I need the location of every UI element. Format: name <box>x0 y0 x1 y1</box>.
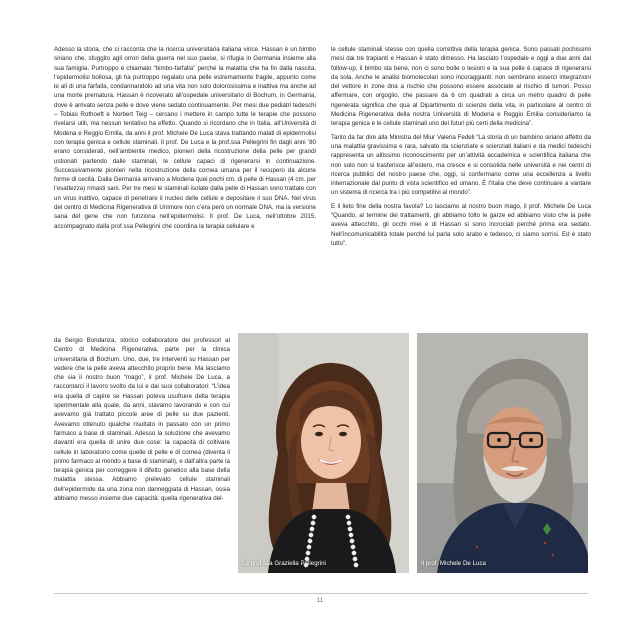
paragraph: E il lieto fine della nostra favola? Lo lasciamo al nostro buon mago, il prof. Michele De Luca “Quando, al termine dei trattamenti, gli abbiamo tolto le garze ed abbiamo visto che la pelle aveva attecchito, gli occhi miei e di Hassan si sono incrociati perché prima era sedato. Nell’incomunicabilità totale perché lui parla solo arabo e tedesco, ci siamo sorrisi. Ed è stato tutto”. <box>331 202 591 247</box>
page-number: 11 <box>316 598 324 604</box>
footer-divider <box>54 593 588 594</box>
paragraph: Tanto da far dire alla Ministra del Miur Valeria Fedeli “La storia di un bambino siriano affetto da una malattia gravissima e rara, salvato da scienziate e scienziati italiani e da medici tedeschi rappresenta un altissimo riconoscimento per un’attività accademica e scientifica italiana che non solo non si trasferisce all’estero, ma cresce e si consolida nelle università e nei centri di ricerca pubblici del nostro paese che, oggi, si confermano come una eccellenza a livello internazionale dal punto di vista scientifico ed umano. È l’Italia che deve continuare a vantare un sistema di ricerca tra i più competitivi al mondo”. <box>331 133 591 197</box>
photo-michele-de-luca <box>417 333 588 573</box>
paragraph: da Sergio Bondanza, storico collaboratore dei professori al Centro di Medicina Rigenerativa, parte per la clinica universitaria di Bochum. Uno, due, tre interventi su Hassan per vedere che la pelle aveva attecchito proprio bene. Ma lasciamo che sia il nostro buon “mago”, il prof. Michele De Luca, a raccontarci il lavoro svolto da lui e dai suoi collaboratori: “L’idea era quella di capire se Hassan poteva usufruire della terapia sperimentale alla quale, da anni, stavamo lavorando e con cui avevamo già trattato piccole aree di pelle su due pazienti. Avevamo ottenuto qualche risultato in passato con un primo farmaco a base di staminali. Adesso la soluzione che avevamo davanti era quella di unire due cose: la capacità di coltivare cellule in laboratorio come quelle di pelle e di cornea (diventa il primo farmaco al mondo a base di staminali), e dall’altra parte la terapia genica per correggere il difetto genetico alla base della malattia stessa. Abbiamo prelevato cellule staminali dell’epidermide da una zona non danneggiata di Hassan, ossia abbiamo messo insieme due capacità: quella rigenerativa del- <box>54 337 230 503</box>
paragraph: le cellule staminali stesse con quella correttiva della terapia genica. Sono passati pochissimi mesi dai tre trapianti e Hassan è stato dimesso. Ha lasciato l’ospedale e oggi a due anni dal follow-up, il bimbo sta bene, non ci sono bolle o lesioni e la sua pelle è capace di rigenerarsi da sola. Anche le analisi biomolecolari sono incoraggianti: non sembrano esserci integrazioni del vettore in zone dna a rischio che possono essere associate al rischio di tumori. Posso affermare, con orgoglio, che passare da 6 cm quadrati a circa un metro quadro di pelle rigenerata significa che qua al Dipartimento di scienze della vita, in particolare al centro di Medicina Rigenerativa della nostra Università di Modena e Reggio Emilia consideriamo la terapia genica e le cellule staminali uno dei futuri più certi della medicina”. <box>331 46 591 128</box>
article-column-left-bottom <box>54 336 230 507</box>
portrait-man-illustration <box>417 333 588 573</box>
paragraph: Adesso la storia, che ci racconta che la ricerca universitaria italiana vince. Hassan è un bimbo siriano che, sfuggito agli orrori della guerra nel suo paese, si rifugia in Germania insieme alla sua famiglia. Purtroppo è chiamato “bimbo-farfalla” perché la malattia che ha fin dalla nascita, l’epidermolisi bollosa, gli ha purtroppo regalato una pelle estremamente fragile, appunto come le ali di una farfalla, condannandolo ad una vita non solo dolorosissima e inattiva ma anche ad una morte prematura. Hassan è ricoverato all’ospedale universitario di Bochum, in Germania, dove è arrivato senza pelle e dove viene sedato continuamente. Per mesi due pediatri tedeschi – Tobias Rothoeft e Norbert Teig – cercano i mettere in campo tutte le terapie che possono rivelarsi utili, ma nessun tentativo ha effetto. Quando si ricordano che in Italia, all’Università di Modena e Reggio Emilia, da anni il prof. Michele De Luca stava trattando malati di epidermolisi con terapia genica e cellule staminali. Il prof. De Luca e la prof.ssa Pellegrini fin dagli anni ’80 erano considerati, nell’ambiente medico, pionieri della ricostruzione della pelle per grandi ustionati partendo dalle staminali, le cellule capaci di rigenerarsi in continuazione. Successivamente pionieri nella ricostruzione della cornea umana per il recupero da alcune forme di cecità. Dalla Germania arrivano a Modena quei pochi cm. di pelle di Hassan (4 cm. per l’esattezza) rimasti sani. Per tre mesi le staminali isolate dalla pelle di Hassan sono trattate con un virus inattivo, capace di penetrare il nucleo delle cellule e depositare il suo DNA. Nel virus del centro di Medicina Rigenerativa di Unimore non c’era però un normale DNA, ma la versione sana del gene che non funziona nell’epidermolisi. Il prof. De Luca, nell’ottobre 2015, accompagnato dalla prof.ssa Pellegrini che coordina la terapia cellulare e <box>54 46 316 230</box>
article-column-left-top <box>54 45 316 235</box>
portrait-woman-illustration <box>238 333 409 573</box>
photo-caption: Il prof. Michele De Luca <box>421 560 486 567</box>
article-column-right <box>331 45 591 252</box>
photo-caption: La prof.ssa Graziella Pellegrini <box>242 560 326 567</box>
photo-graziella-pellegrini <box>238 333 409 573</box>
